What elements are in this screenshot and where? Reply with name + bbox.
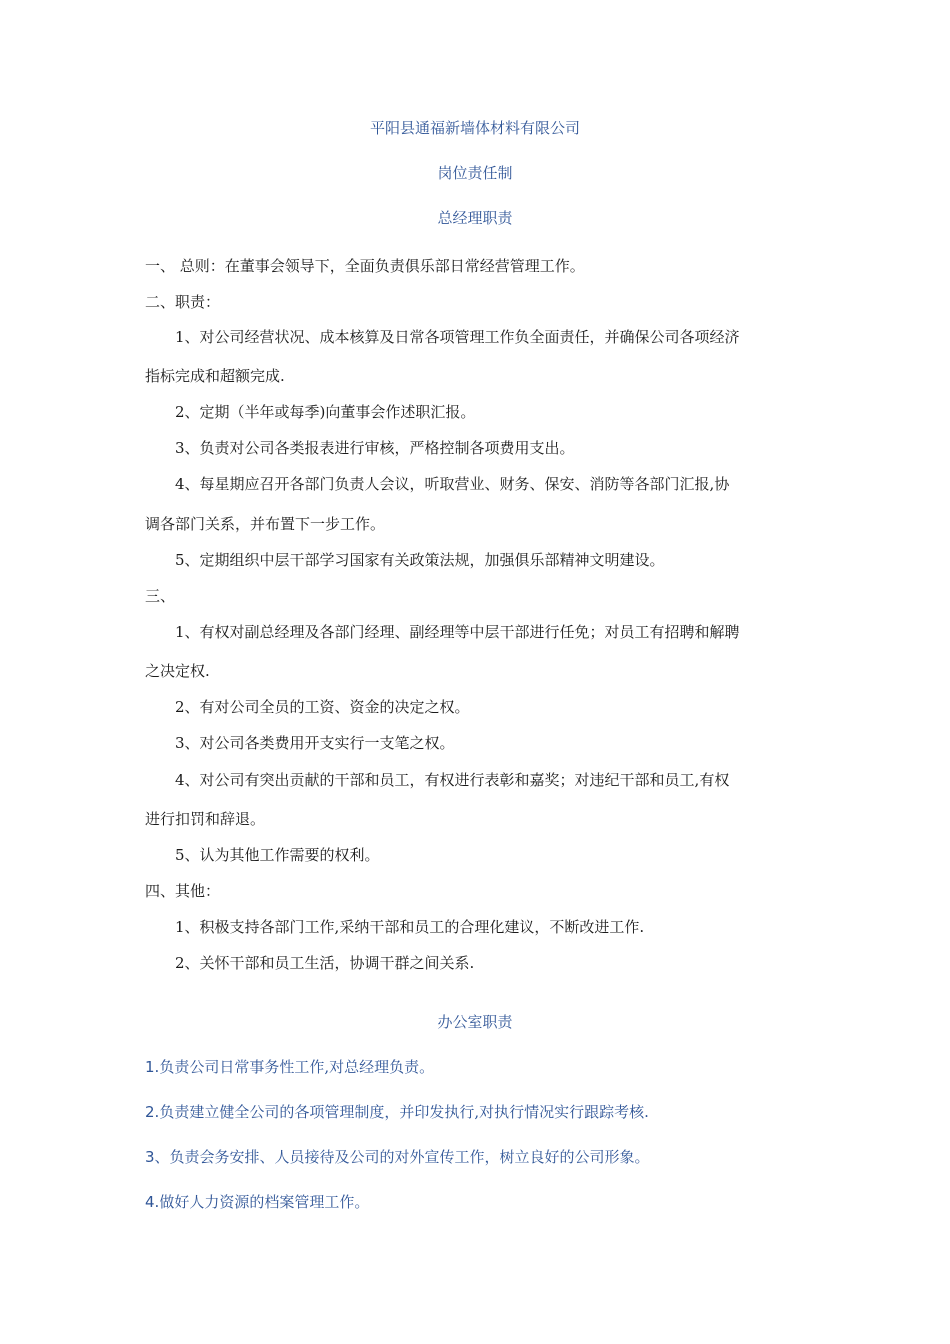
right-1-line-1: 1、有权对副总经理及各部门经理、副经理等中层干部进行任免；对员工有招聘和解聘: [175, 623, 740, 641]
duty-4-line-2: 调各部门关系，并布置下一步工作。: [145, 515, 386, 533]
office-item-2: [145, 1102, 950, 1122]
office-item-1-number: 1.: [145, 1058, 160, 1076]
duties-heading: 二、职责：: [145, 293, 221, 311]
office-item-2-number: 2.: [145, 1103, 160, 1121]
duty-4-line-1: 4、每星期应召开各部门负责人会议，听取营业、财务、保安、消防等各部门汇报,协: [175, 475, 730, 493]
office-item-4: [145, 1192, 950, 1212]
section-title-office: 办公室职责: [437, 1013, 513, 1031]
right-4-line-2: 进行扣罚和辞退。: [145, 810, 266, 828]
rights-heading: 三、: [145, 587, 176, 605]
other-2: 2、关怀干部和员工生活，协调干群之间关系.: [175, 954, 475, 972]
other-heading: 四、其他：: [145, 882, 221, 900]
company-name: 平阳县通福新墙体材料有限公司: [369, 119, 580, 137]
right-1-line-2: 之决定权.: [145, 662, 210, 680]
duty-2: 2、定期（半年或每季)向董事会作述职汇报。: [175, 403, 476, 421]
office-item-4-text: 做好人力资源的档案管理工作。: [159, 1193, 370, 1211]
section-title-general-manager: 总经理职责: [437, 209, 513, 227]
general-principle: 一、 总则：在董事会领导下，全面负责俱乐部日常经营管理工作。: [145, 257, 585, 275]
right-5: 5、认为其他工作需要的权利。: [175, 846, 380, 864]
office-item-3-text: 负责会务安排、人员接待及公司的对外宣传工作，树立良好的公司形象。: [169, 1148, 650, 1166]
office-item-2-text: 负责建立健全公司的各项管理制度，并印发执行,对执行情况实行跟踪考核.: [159, 1103, 649, 1121]
duty-3: 3、负责对公司各类报表进行审核，严格控制各项费用支出。: [175, 439, 575, 457]
office-item-4-number: 4.: [145, 1193, 160, 1211]
office-item-3-number: 3、: [145, 1148, 170, 1166]
other-1: 1、积极支持各部门工作,采纳干部和员工的合理化建议，不断改进工作.: [175, 918, 645, 936]
office-item-3: [145, 1147, 950, 1167]
office-item-1-text: 负责公司日常事务性工作,对总经理负责。: [159, 1058, 435, 1076]
document-title: 岗位责任制: [437, 164, 513, 182]
duty-1-line-1: 1、对公司经营状况、成本核算及日常各项管理工作负全面责任，并确保公司各项经济: [175, 328, 740, 346]
right-4-line-1: 4、对公司有突出贡献的干部和员工，有权进行表彰和嘉奖；对违纪干部和员工,有权: [175, 771, 730, 789]
office-item-1: [145, 1057, 950, 1077]
duty-5: 5、定期组织中层干部学习国家有关政策法规，加强俱乐部精神文明建设。: [175, 551, 665, 569]
duty-1-line-2: 指标完成和超额完成.: [145, 367, 285, 385]
right-3: 3、对公司各类费用开支实行一支笔之权。: [175, 734, 455, 752]
right-2: 2、有对公司全员的工资、资金的决定之权。: [175, 698, 470, 716]
